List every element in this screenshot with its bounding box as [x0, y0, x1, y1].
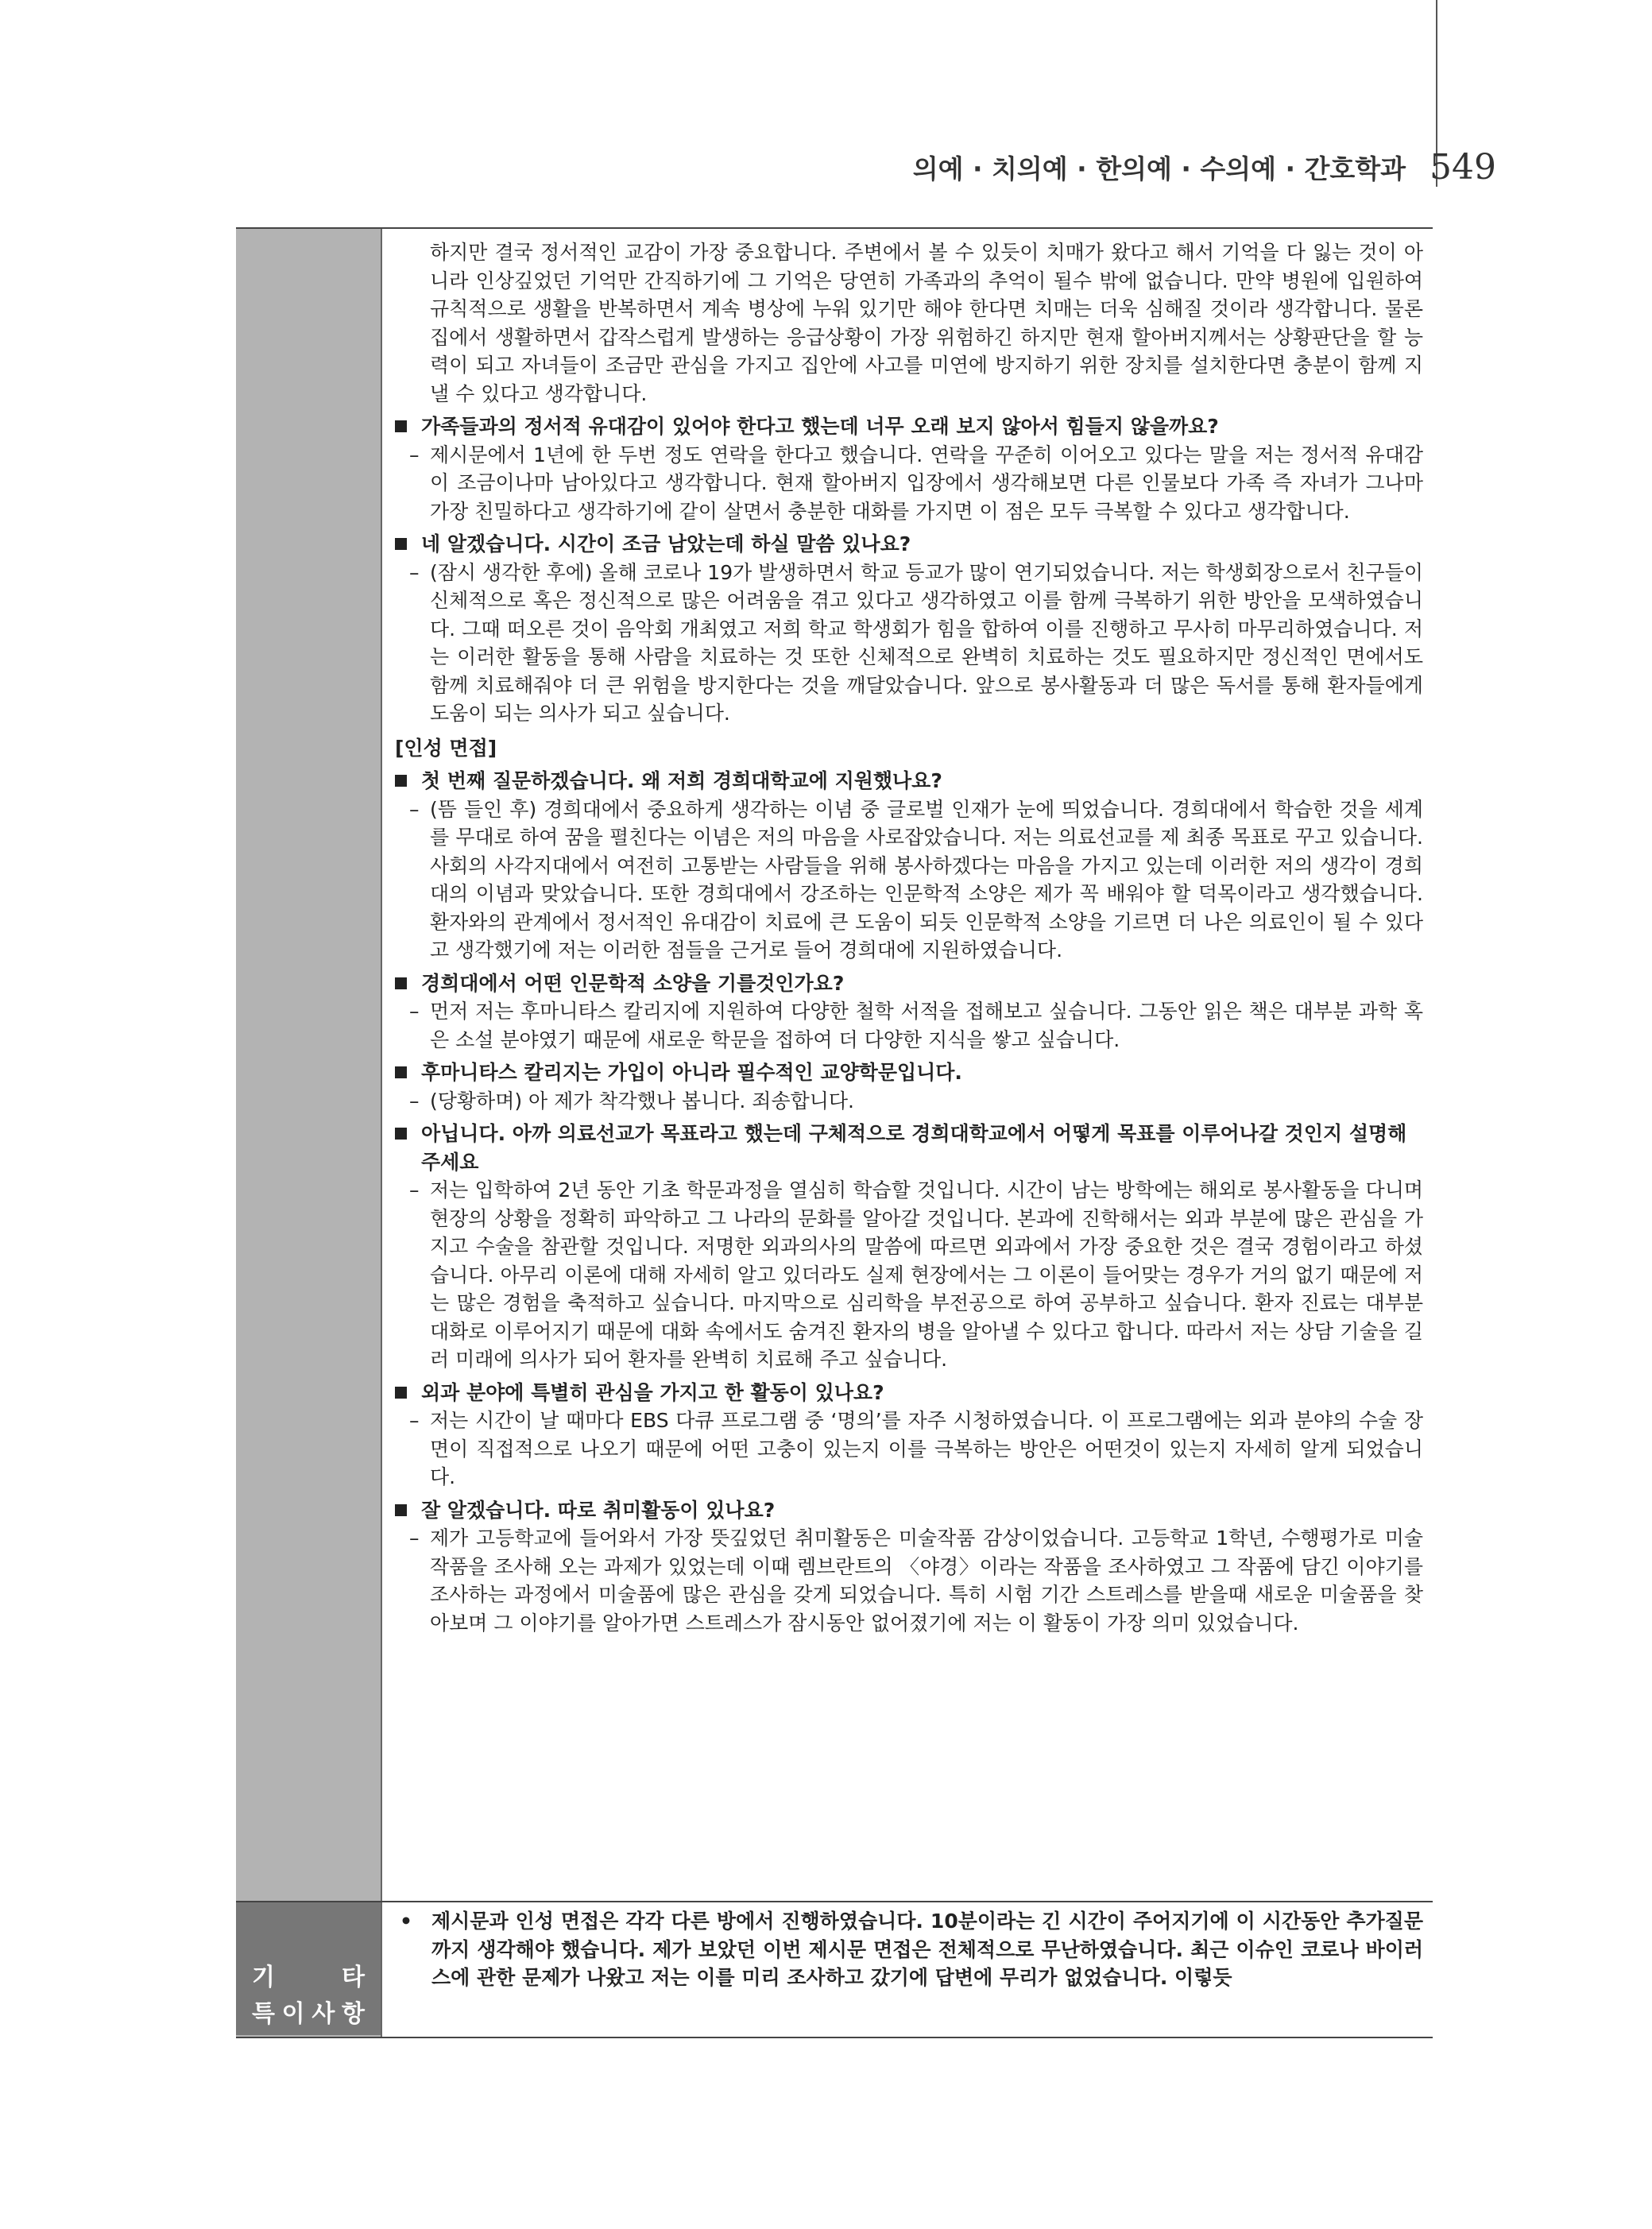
notes-text: 제시문과 인성 면접은 각각 다른 방에서 진행하였습니다. 10분이라는 긴 시간이 주어지기에 이 시간동안 추가질문까지 생각해야 했습니다. 제가 보았던 이번 제시문 면접은 전체적으로 무난하였습니다. 최근 이슈인 코로나 바이러스에 관한 문제가 나왔고 저는 이를 미리 조사하고 갔기에 답변에 무리가 없었습니다. 이렇듯 [431, 1910, 1423, 1989]
question-text: 외과 분야에 특별히 관심을 가지고 한 활동이 있나요? [421, 1380, 884, 1404]
notes-label-char: 특 [252, 2000, 275, 2028]
question [390, 530, 1423, 559]
answer-text: 저는 입학하여 2년 동안 기초 학문과정을 열심히 학습할 것입니다. 시간이 남는 방학에는 해외로 봉사활동을 다니며 현장의 상황을 정확히 파악하고 그 나라의 문화를 알아갈 것입니다. 본과에 진학해서는 외과 부분에 많은 관심을 가지고 수술을 참관할 것입니다. 저명한 외과의사의 말씀에 따르면 외과에서 가장 중요한 것은 결국 경험이라고 하셨습니다. 아무리 이론에 대해 자세히 알고 있더라도 실제 현장에서는 그 이론이 들어맞는 경우가 거의 없기 때문에 저는 많은 경험을 축적하고 싶습니다. 마지막으로 심리학을 부전공으로 하여 공부하고 싶습니다. 환자 진료는 대부분 대화로 이루어지기 때문에 대화 속에서도 숨겨진 환자의 병을 알아낼 수 있다고 합니다. 따라서 저는 상담 기술을 길러 미래에 의사가 되어 환자를 완벽히 치료해 주고 싶습니다. [430, 1178, 1423, 1371]
question [390, 1379, 1423, 1407]
answer [390, 441, 1423, 526]
notes-label-line1 [252, 1957, 365, 1992]
answer [390, 1087, 1423, 1116]
answer-text: 제가 고등학교에 들어와서 가장 뜻깊었던 취미활동은 미술작품 감상이었습니다. 고등학교 1학년, 수행평가로 미술작품을 조사해 오는 과제가 있었는데 이때 렘브란트의 〈야경〉이라는 작품을 조사하였고 그 작품에 담긴 이야기를 조사하는 과정에서 미술품에 많은 관심을 갖게 되었습니다. 특히 시험 기간 스트레스를 받을때 새로운 미술품을 찾아보며 그 이야기를 알아가면 스트레스가 잠시동안 없어졌기에 저는 이 활동이 가장 의미 있었습니다. [430, 1527, 1423, 1635]
answer [390, 1176, 1423, 1374]
interview-content [390, 238, 1423, 1637]
intro-paragraph: 하지만 결국 정서적인 교감이 가장 중요합니다. 주변에서 볼 수 있듯이 치매가 왔다고 해서 기억을 다 잃는 것이 아니라 인상깊었던 기억만 간직하기에 그 기억은 당연히 가족과의 추억이 될수 밖에 없습니다. 만약 병원에 입원하여 규칙적으로 생활을 반복하면서 계속 병상에 누워 있기만 해야 한다면 치매는 더욱 심해질 것이라 생각합니다. 물론 집에서 생활하면서 갑작스럽게 발생하는 응급상황이 가장 위험하긴 하지만 현재 할아버지께서는 상황판단을 할 능력이 되고 자녀들이 조금만 관심을 가지고 집안에 사고를 미연에 방지하기 위한 장치를 설치한다면 충분이 함께 지낼 수 있다고 생각합니다. [430, 241, 1423, 405]
section-label: [인성 면접] [395, 736, 497, 760]
square-bullet-icon [395, 1066, 407, 1078]
square-bullet-icon [395, 420, 407, 432]
page-number: 549 [1430, 146, 1496, 188]
question-text: 가족들과의 정서적 유대감이 있어야 한다고 했는데 너무 오래 보지 않아서 힘들지 않을까요? [421, 415, 1219, 438]
notes-label-char: 기 [252, 1964, 275, 1991]
question-text: 첫 번째 질문하겠습니다. 왜 저희 경희대학교에 지원했나요? [421, 769, 942, 792]
answer [390, 795, 1423, 965]
answer-text: (뜸 들인 후) 경희대에서 중요하게 생각하는 이념 중 글로벌 인재가 눈에 띄었습니다. 경희대에서 학습한 것을 세계를 무대로 하여 꿈을 펼친다는 이념은 저의 마음을 사로잡았습니다. 저는 의료선교를 제 최종 목표로 꾸고 있습니다. 사회의 사각지대에서 여전히 고통받는 사람들을 위해 봉사하겠다는 마음을 가지고 있는데 이러한 저의 생각이 경희대의 이념과 맞았습니다. 또한 경희대에서 강조하는 인문학적 소양은 제가 꼭 배워야 할 덕목이라고 생각했습니다. 환자와의 관계에서 정서적인 유대감이 치료에 큰 도움이 되듯 인문학적 소양을 기르면 더 나은 의료인이 될 수 있다고 생각했기에 저는 이러한 점들을 근거로 들어 경희대에 지원하였습니다. [430, 797, 1423, 962]
answer [390, 997, 1423, 1054]
answer-text: 저는 시간이 날 때마다 EBS 다큐 프로그램 중 ‘명의’를 자주 시청하였습니다. 이 프로그램에는 외과 분야의 수술 장면이 직접적으로 나오기 때문에 어떤 고충이 있는지 이를 극복하는 방안은 어떤것이 있는지 자세히 알게 되었습니다. [430, 1409, 1423, 1488]
question [390, 412, 1423, 441]
question-text: 아닙니다. 아까 의료선교가 목표라고 했는데 구체적으로 경희대학교에서 어떻게 목표를 이루어나갈 것인지 설명해 주세요 [421, 1122, 1407, 1174]
question [390, 767, 1423, 795]
question-text: 후마니타스 칼리지는 가입이 아니라 필수적인 교양학문입니다. [421, 1061, 962, 1084]
interview-table [236, 227, 1433, 2038]
table-left-column [236, 229, 381, 2037]
square-bullet-icon [395, 977, 407, 989]
page-header [913, 143, 1496, 191]
column-divider [381, 229, 382, 2037]
square-bullet-icon [395, 775, 407, 787]
answer-text: 먼저 저는 후마니타스 칼리지에 지원하여 다양한 철학 서적을 접해보고 싶습니다. 그동안 읽은 책은 대부분 과학 혹은 소설 분야였기 때문에 새로운 학문을 접하여 더 다양한 지식을 쌓고 싶습니다. [430, 1000, 1423, 1051]
notes-label-line2 [252, 1994, 365, 2029]
square-bullet-icon [395, 1387, 407, 1399]
notes-label-char: 이 [281, 2000, 305, 2028]
question-text: 경희대에서 어떤 인문학적 소양을 기를것인가요? [421, 971, 845, 995]
answer-dash: – [409, 1000, 420, 1023]
answer-dash: – [409, 443, 420, 466]
question [390, 969, 1423, 998]
notes-label-char: 타 [342, 1964, 365, 1991]
question-text: 네 알겠습니다. 시간이 조금 남았는데 하실 말씀 있나요? [421, 532, 911, 555]
answer [390, 1524, 1423, 1637]
square-bullet-icon [395, 538, 407, 550]
answer-dash: – [409, 560, 420, 584]
answer-dash: – [409, 1089, 420, 1113]
answer-text: 제시문에서 1년에 한 두번 정도 연락을 한다고 했습니다. 연락을 꾸준히 이어오고 있다는 말을 저는 정서적 유대감이 조금이나마 남아있다고 생각합니다. 현재 할아버지 입장에서 생각해보면 다른 인물보다 가족 즉 자녀가 그나마 가장 친밀하다고 생각하기에 같이 살면서 충분한 대화를 가지면 이 점은 모두 극복할 수 있다고 생각합니다. [430, 443, 1423, 523]
row-divider [236, 1901, 1433, 1902]
answer-text: (당황하며) 아 제가 착각했나 봅니다. 죄송합니다. [430, 1089, 854, 1113]
notes-content [390, 1907, 1423, 1992]
answer-dash: – [409, 797, 420, 821]
question [390, 1120, 1423, 1176]
answer-dash: – [409, 1527, 420, 1550]
question [390, 1496, 1423, 1525]
notes-label-char: 사 [311, 2000, 335, 2028]
question-text: 잘 알겠습니다. 따로 취미활동이 있나요? [421, 1498, 776, 1522]
square-bullet-icon [395, 1504, 407, 1516]
header-title: 의예 · 치의예 · 한의예 · 수의예 · 간호학과 [912, 153, 1406, 184]
question [390, 1058, 1423, 1087]
notes-label-char: 항 [342, 2000, 365, 2028]
bullet-icon: • [400, 1910, 412, 1933]
square-bullet-icon [395, 1128, 407, 1140]
answer-dash: – [409, 1178, 420, 1202]
answer-text: (잠시 생각한 후에) 올해 코로나 19가 발생하면서 학교 등교가 많이 연기되었습니다. 저는 학생회장으로서 친구들이 신체적으로 혹은 정신적으로 많은 어려움을 겪고 있다고 생각하였고 이를 함께 극복하기 위한 방안을 모색하였습니다. 그때 떠오른 것이 음악회 개최였고 저희 학교 학생회가 힘을 합하여 이를 진행하고 무사히 마무리하였습니다. 저는 이러한 활동을 통해 사람을 치료하는 것 또한 신체적으로 완벽히 치료하는 것도 필요하지만 정신적인 면에서도 함께 치료해줘야 더 큰 위험을 방지한다는 것을 깨달았습니다. 앞으로 봉사활동과 더 많은 독서를 통해 환자들에게 도움이 되는 의사가 되고 싶습니다. [430, 560, 1423, 725]
answer [390, 559, 1423, 728]
answer [390, 1407, 1423, 1492]
answer-dash: – [409, 1409, 420, 1432]
